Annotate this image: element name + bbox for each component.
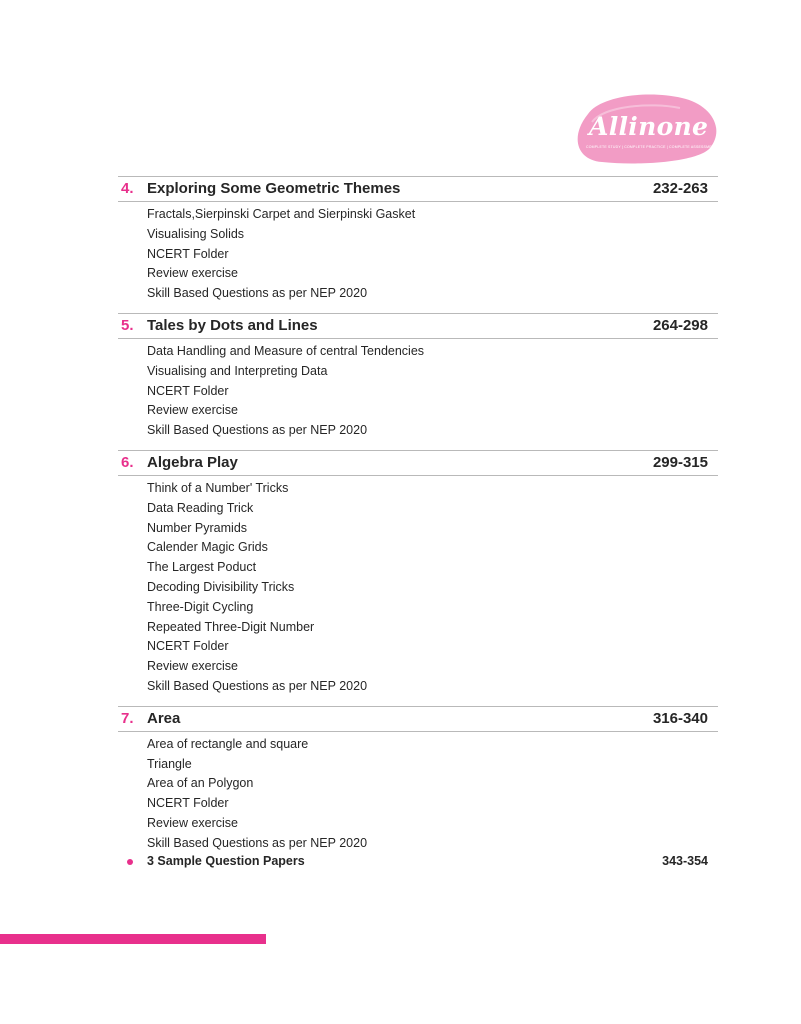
topic-item[interactable]: Review exercise [147, 659, 239, 674]
topic-item[interactable]: Skill Based Questions as per NEP 2020 [147, 423, 368, 438]
chapter-pages: 299-315 [652, 453, 708, 471]
topic-item[interactable]: Triangle [147, 756, 192, 771]
chapter-section [118, 313, 718, 450]
topic-item[interactable]: Three-Digit Cycling [147, 599, 254, 614]
topic-item[interactable]: NCERT Folder [147, 639, 229, 654]
topic-list [118, 476, 718, 706]
topic-item[interactable]: Area of rectangle and square [147, 736, 309, 751]
chapter-title: Tales by Dots and Lines [147, 316, 318, 334]
chapter-number: 7. [121, 709, 134, 727]
chapter-section [118, 176, 718, 313]
topic-item[interactable]: The Largest Poduct [147, 560, 257, 575]
topic-list [118, 339, 718, 450]
sample-papers-pages: 343-354 [662, 854, 708, 868]
topic-item[interactable]: Review exercise [147, 815, 239, 830]
chapter-title: Exploring Some Geometric Themes [147, 180, 401, 197]
chapter-section [118, 706, 718, 863]
topic-item[interactable]: Skill Based Questions as per NEP 2020 [147, 286, 368, 301]
chapter-header[interactable] [118, 706, 718, 732]
topic-item[interactable]: NCERT Folder [147, 383, 229, 398]
sample-papers-label: 3 Sample Question Papers [147, 854, 305, 868]
chapter-header[interactable] [118, 176, 718, 202]
topic-item[interactable]: NCERT Folder [147, 246, 229, 261]
topic-item[interactable]: Skill Based Questions as per NEP 2020 [147, 678, 368, 693]
topic-item[interactable]: Data Reading Trick [147, 500, 254, 515]
topic-item[interactable]: Data Handling and Measure of central Tendencies [147, 343, 425, 358]
topic-item[interactable]: Skill Based Questions as per NEP 2020 [147, 835, 368, 850]
topic-list [118, 732, 718, 863]
chapter-number: 4. [121, 180, 134, 197]
chapter-header[interactable] [118, 313, 718, 339]
topic-item[interactable]: Decoding Divisibility Tricks [147, 579, 295, 594]
topic-item[interactable]: Review exercise [147, 403, 239, 418]
topic-item[interactable]: Number Pyramids [147, 520, 248, 535]
topic-item[interactable]: Visualising and Interpreting Data [147, 363, 328, 378]
topic-item[interactable]: Repeated Three-Digit Number [147, 619, 315, 634]
chapter-pages: 264-298 [652, 316, 708, 334]
chapter-pages: 316-340 [652, 709, 708, 727]
topic-item[interactable]: Area of an Polygon [147, 776, 254, 791]
topic-item[interactable]: Think of a Number' Tricks [147, 480, 289, 495]
topic-item[interactable]: Calender Magic Grids [147, 540, 268, 555]
topic-list [118, 202, 718, 313]
logo-tagline: COMPLETE STUDY | COMPLETE PRACTICE | COMPLETE ASSESSMENT [586, 145, 717, 149]
pink-accent-bar [0, 934, 266, 944]
topic-item[interactable]: Visualising Solids [147, 226, 245, 241]
chapter-pages: 232-263 [652, 180, 708, 197]
chapter-section [118, 450, 718, 706]
bullet-icon [127, 859, 133, 865]
logo-wordmark: Allinone [589, 112, 709, 141]
chapter-number: 5. [121, 316, 134, 334]
chapter-header[interactable] [118, 450, 718, 476]
topic-item[interactable]: Fractals,Sierpinski Carpet and Sierpinski Gasket [147, 207, 416, 221]
chapter-title: Area [147, 709, 181, 727]
sample-papers-entry[interactable] [118, 853, 718, 871]
table-of-contents [118, 176, 718, 863]
topic-item[interactable]: Review exercise [147, 266, 239, 281]
chapter-number: 6. [121, 453, 134, 471]
chapter-title: Algebra Play [147, 453, 238, 471]
topic-item[interactable]: NCERT Folder [147, 796, 229, 811]
